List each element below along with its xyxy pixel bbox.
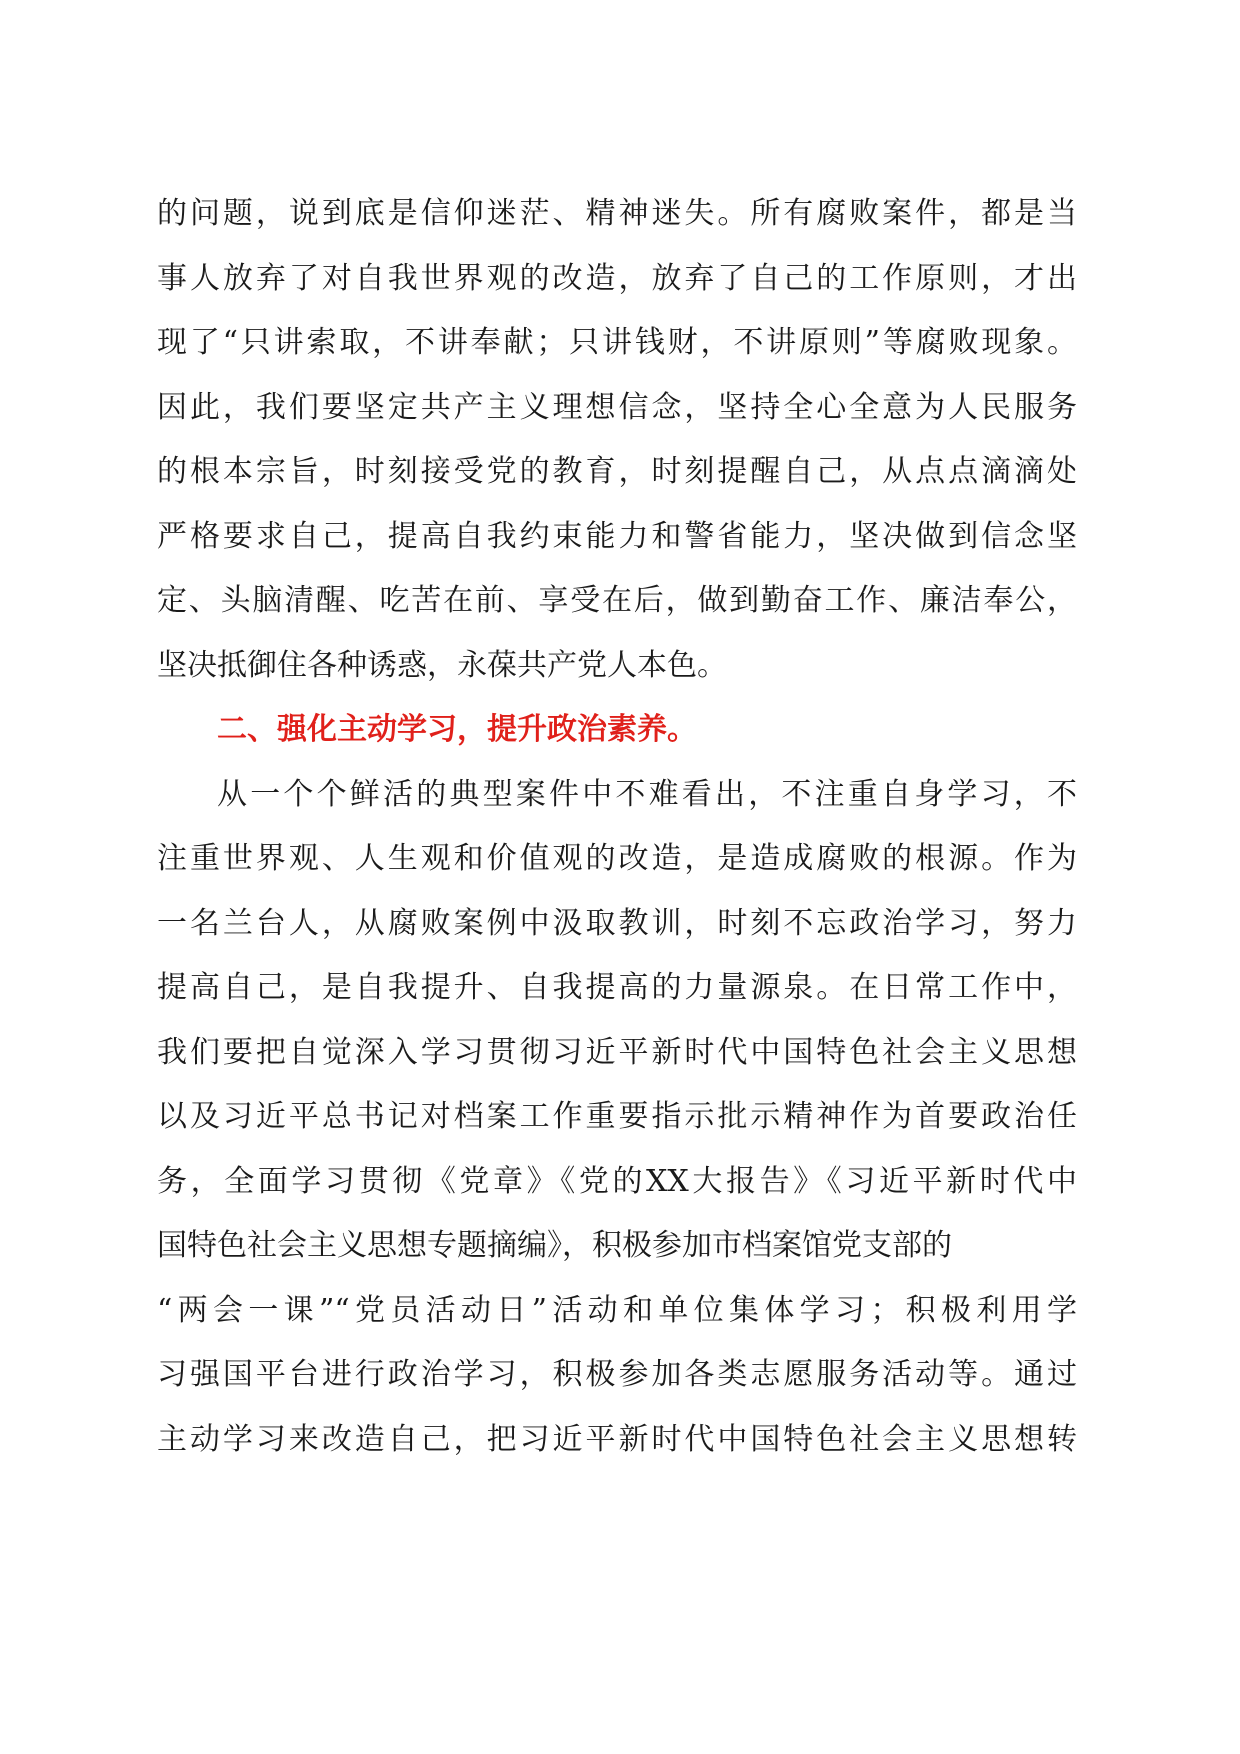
- text-line: 坚决抵御住各种诱惑，永葆共产党人本色。: [157, 647, 727, 683]
- paragraph-continued: [157, 182, 1077, 698]
- section-heading: 二、强化主动学习，提升政治素养。: [217, 712, 697, 747]
- text-line: 的根本宗旨，时刻接受党的教育，时刻提醒自己，从点点滴滴处: [157, 454, 1077, 489]
- text-line: 主动学习来改造自己，把习近平新时代中国特色社会主义思想转: [157, 1421, 1077, 1457]
- text-line: 习强国平台进行政治学习，积极参加各类志愿服务活动等。通过: [157, 1357, 1077, 1392]
- text-line: 现了“只讲索取，不讲奉献；只讲钱财，不讲原则”等腐败现象。: [157, 325, 1077, 360]
- text-line: “两会一课”“党员活动日”活动和单位集体学习；积极利用学: [157, 1292, 1077, 1328]
- text-line: 严格要求自己，提高自我约束能力和警省能力，坚决做到信念坚: [157, 518, 1077, 554]
- text-line: 以及习近平总书记对档案工作重要指示批示精神作为首要政治任: [157, 1099, 1077, 1134]
- text-line: 一名兰台人，从腐败案例中汲取教训，时刻不忘政治学习，努力: [157, 905, 1077, 941]
- text-line: 定、头脑清醒、吃苦在前、享受在后，做到勤奋工作、廉洁奉公，: [157, 583, 1077, 618]
- text-line: 从一个个鲜活的典型案件中不难看出，不注重自身学习，不: [217, 776, 1077, 812]
- text-line: 注重世界观、人生观和价值观的改造，是造成腐败的根源。作为: [157, 841, 1077, 876]
- text-line: 国特色社会主义思想专题摘编》，积极参加市档案馆党支部的: [157, 1228, 952, 1263]
- paragraph-section-2: [157, 763, 1077, 1473]
- document-body: [157, 182, 1077, 1472]
- text-line: 提高自己，是自我提升、自我提高的力量源泉。在日常工作中，: [157, 970, 1077, 1005]
- text-line: 我们要把自觉深入学习贯彻习近平新时代中国特色社会主义思想: [157, 1034, 1077, 1070]
- text-line: 务，全面学习贯彻《党章》《党的XX大报告》《习近平新时代中: [157, 1163, 1077, 1199]
- text-line: 的问题，说到底是信仰迷茫、精神迷失。所有腐败案件，都是当: [157, 196, 1077, 231]
- text-line: 因此，我们要坚定共产主义理想信念，坚持全心全意为人民服务: [157, 389, 1077, 425]
- text-line: 事人放弃了对自我世界观的改造，放弃了自己的工作原则，才出: [157, 260, 1077, 296]
